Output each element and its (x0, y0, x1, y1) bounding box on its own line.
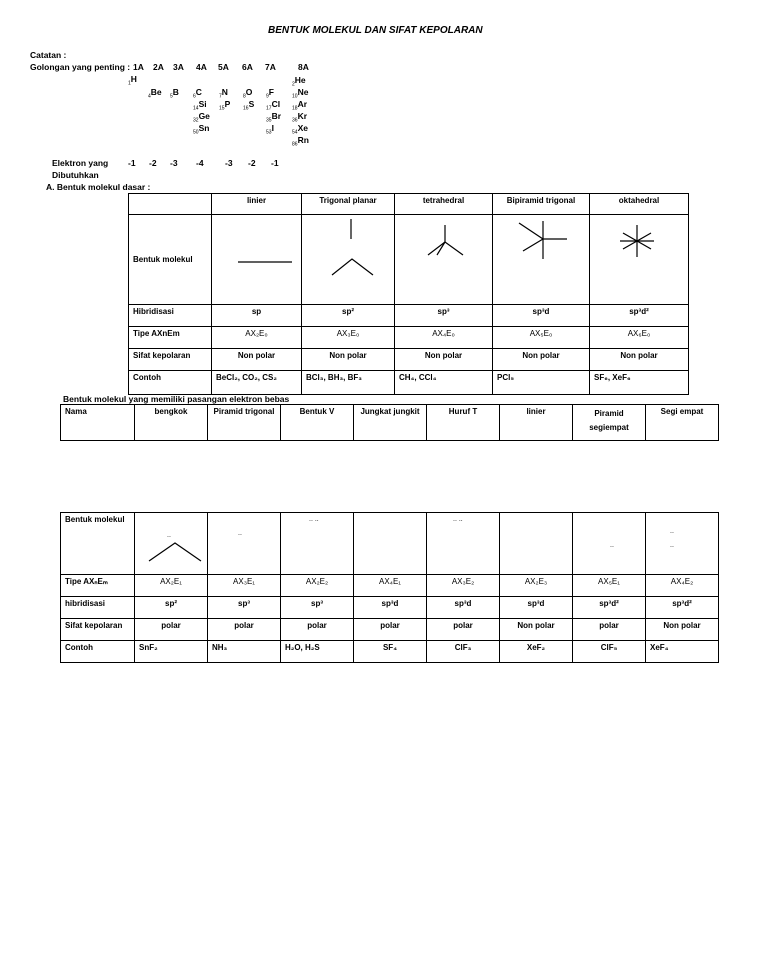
example-cell: NH₃ (208, 641, 281, 663)
example-cell: XeF₂ (500, 641, 573, 663)
polarity-cell: polar (135, 619, 208, 641)
polarity-cell: polar (208, 619, 281, 641)
example-cell: SF₆, XeF₆ (590, 371, 689, 395)
type-cell: AX₂E₃ (500, 575, 573, 597)
row-label-example: Contoh (129, 371, 212, 395)
name-label: Nama (61, 405, 135, 441)
element-column-2A (148, 86, 162, 98)
hybrid-cell: sp² (135, 597, 208, 619)
polarity-cell: Non polar (302, 349, 395, 371)
hybrid-cell: sp³ (208, 597, 281, 619)
header-bipiramid-trigonal: Bipiramid trigonal (493, 194, 590, 215)
element-column-6A (243, 86, 254, 110)
electron-2A: -2 (149, 158, 157, 168)
shape-piramid-segiempat (573, 513, 646, 575)
element-symbol: $_{35}$Br (266, 111, 282, 124)
shape-linier-2 (500, 513, 573, 575)
type-cell: AX₂E₂ (281, 575, 354, 597)
polarity-cell: Non polar (493, 349, 590, 371)
lone-pair-names-table (60, 404, 719, 441)
row-label-hybrid-2: hibridisasi (61, 597, 135, 619)
element-symbol: $_{18}$Ar (292, 99, 308, 112)
element-symbol: $_{50}$Sn (193, 123, 210, 136)
example-cell: ClF₃ (427, 641, 500, 663)
element-symbol: $_6$C (193, 87, 202, 100)
example-cell: H₂O, H₂S (281, 641, 354, 663)
shape-name: Segi empat (646, 405, 719, 441)
shape-linier (212, 215, 302, 305)
shape-bipiramid-trigonal (493, 215, 590, 305)
example-cell: BeCl₂, CO₂, CS₂ (212, 371, 302, 395)
group-5A: 5A (218, 62, 229, 72)
element-symbol: $_{14}$Si (193, 99, 207, 112)
example-cell: PCl₅ (493, 371, 590, 395)
example-cell: XeF₄ (646, 641, 719, 663)
element-symbol: $_{86}$Rn (292, 135, 309, 148)
row-label-type-2: Tipe AXₙEₘ (61, 575, 135, 597)
header-oktahedral: oktahedral (590, 194, 689, 215)
row-label-hybrid: Hibridisasi (129, 305, 212, 327)
element-column-3A (170, 86, 179, 98)
svg-text:..: .. (670, 528, 674, 535)
hybrid-cell: sp (212, 305, 302, 327)
group-7A: 7A (265, 62, 276, 72)
shape-bengkok (135, 513, 208, 575)
group-2A: 2A (153, 62, 164, 72)
element-symbol: $_2$He (292, 75, 306, 88)
row-label-type: Tipe AXnEm (129, 327, 212, 349)
example-cell: BCl₃, BH₃, BF₃ (302, 371, 395, 395)
notes-label: Catatan : (30, 50, 67, 60)
row-label-shape: Bentuk molekul (129, 215, 212, 305)
hybrid-cell: sp³ (281, 597, 354, 619)
electron-3A: -3 (170, 158, 178, 168)
svg-text:..: .. (610, 542, 614, 549)
shape-name: Bentuk V (281, 405, 354, 441)
row-label-shape-2: Bentuk molekul (61, 513, 135, 575)
element-symbol: $_{15}$P (219, 99, 231, 112)
type-cell: AX₅E₀ (493, 327, 590, 349)
type-cell: AX₃E₀ (302, 327, 395, 349)
shape-name: Piramid segiempat (573, 405, 646, 441)
shape-oktahedral (590, 215, 689, 305)
electron-6A: -2 (248, 158, 256, 168)
type-cell: AX₄E₀ (395, 327, 493, 349)
group-4A: 4A (196, 62, 207, 72)
shape-bentuk-v (281, 513, 354, 575)
element-column-5A (219, 86, 230, 110)
element-symbol: $_1$H (128, 74, 137, 87)
polarity-cell: polar (281, 619, 354, 641)
shape-tetrahedral (395, 215, 493, 305)
polarity-cell: polar (573, 619, 646, 641)
header-trigonal-planar: Trigonal planar (302, 194, 395, 215)
shape-name: Piramid trigonal (208, 405, 281, 441)
group-1A: 1A (133, 62, 144, 72)
hybrid-cell: sp³d (427, 597, 500, 619)
shape-trigonal-planar (302, 215, 395, 305)
svg-text:..: .. (670, 542, 674, 549)
shape-name: Jungkat jungkit (354, 405, 427, 441)
electron-5A: -3 (225, 158, 233, 168)
shape-huruf-t (427, 513, 500, 575)
type-cell: AX₄E₁ (354, 575, 427, 597)
element-symbol: $_{53}$I (266, 123, 274, 136)
hybrid-cell: sp³ (395, 305, 493, 327)
type-cell: AX₂E₀ (212, 327, 302, 349)
type-cell: AX₃E₂ (427, 575, 500, 597)
row-label-polarity: Sifat kepolaran (129, 349, 212, 371)
section-a-heading: A. Bentuk molekul dasar : (46, 182, 151, 192)
element-symbol: $_{54}$Xe (292, 123, 308, 136)
hybrid-cell: sp³d (493, 305, 590, 327)
hybrid-cell: sp³d² (646, 597, 719, 619)
polarity-cell: Non polar (212, 349, 302, 371)
row-label-example-2: Contoh (61, 641, 135, 663)
basic-shapes-table (128, 193, 689, 395)
element-symbol: $_{36}$Kr (292, 111, 308, 124)
type-cell: AX₄E₂ (646, 575, 719, 597)
header-tetrahedral: tetrahedral (395, 194, 493, 215)
shape-name: linier (500, 405, 573, 441)
polarity-cell: Non polar (590, 349, 689, 371)
shape-jungkat-jungkit (354, 513, 427, 575)
polarity-cell: Non polar (500, 619, 573, 641)
header-empty (129, 194, 212, 215)
element-symbol: $_7$N (219, 87, 228, 100)
example-cell: SF₄ (354, 641, 427, 663)
hybrid-cell: sp³d² (573, 597, 646, 619)
element-column-1A (128, 73, 137, 85)
element-column-7A (266, 86, 281, 134)
type-cell: AX₃E₁ (208, 575, 281, 597)
page-title: BENTUK MOLEKUL DAN SIFAT KEPOLARAN (268, 25, 483, 36)
polarity-cell: polar (354, 619, 427, 641)
svg-text:.. ..: .. .. (453, 516, 463, 523)
electron-7A: -1 (271, 158, 279, 168)
electron-1A: -1 (128, 158, 136, 168)
element-symbol: $_{10}$Ne (292, 87, 309, 100)
section-b-heading: Bentuk molekul yang memiliki pasangan elektron bebas (63, 394, 290, 404)
element-symbol: $_4$Be (148, 87, 162, 100)
type-cell: AX₂E₁ (135, 575, 208, 597)
element-column-8A (292, 74, 309, 146)
element-symbol: $_{17}$Cl (266, 99, 281, 112)
shape-piramid-trigonal (208, 513, 281, 575)
example-cell: SnF₂ (135, 641, 208, 663)
group-3A: 3A (173, 62, 184, 72)
shape-name: Huruf T (427, 405, 500, 441)
polarity-cell: Non polar (395, 349, 493, 371)
group-8A: 8A (298, 62, 309, 72)
example-cell: ClF₅ (573, 641, 646, 663)
element-symbol: $_{32}$Ge (193, 111, 210, 124)
hybrid-cell: sp³d (354, 597, 427, 619)
hybrid-cell: sp³d² (590, 305, 689, 327)
electron-4A: -4 (196, 158, 204, 168)
element-symbol: $_{16}$S (243, 99, 255, 112)
shape-segi-empat (646, 513, 719, 575)
shape-name: bengkok (135, 405, 208, 441)
element-symbol: $_9$F (266, 87, 274, 100)
hybrid-cell: sp² (302, 305, 395, 327)
element-symbol: $_8$O (243, 87, 253, 100)
row-label-polarity-2: Sifat kepolaran (61, 619, 135, 641)
group-6A: 6A (242, 62, 253, 72)
electrons-label-2: Dibutuhkan (52, 170, 99, 180)
element-column-4A (193, 86, 210, 134)
type-cell: AX₅E₁ (573, 575, 646, 597)
svg-text:..: .. (238, 530, 242, 537)
svg-text:.. ..: .. .. (309, 516, 319, 523)
hybrid-cell: sp³d (500, 597, 573, 619)
polarity-cell: polar (427, 619, 500, 641)
electrons-label: Elektron yang (52, 158, 109, 168)
header-linier: linier (212, 194, 302, 215)
type-cell: AX₆E₀ (590, 327, 689, 349)
lone-pair-details-table (60, 512, 719, 663)
groups-label: Golongan yang penting : (30, 62, 131, 72)
svg-text:..: .. (167, 532, 171, 539)
polarity-cell: Non polar (646, 619, 719, 641)
element-symbol: $_5$B (170, 87, 179, 100)
example-cell: CH₄, CCl₄ (395, 371, 493, 395)
